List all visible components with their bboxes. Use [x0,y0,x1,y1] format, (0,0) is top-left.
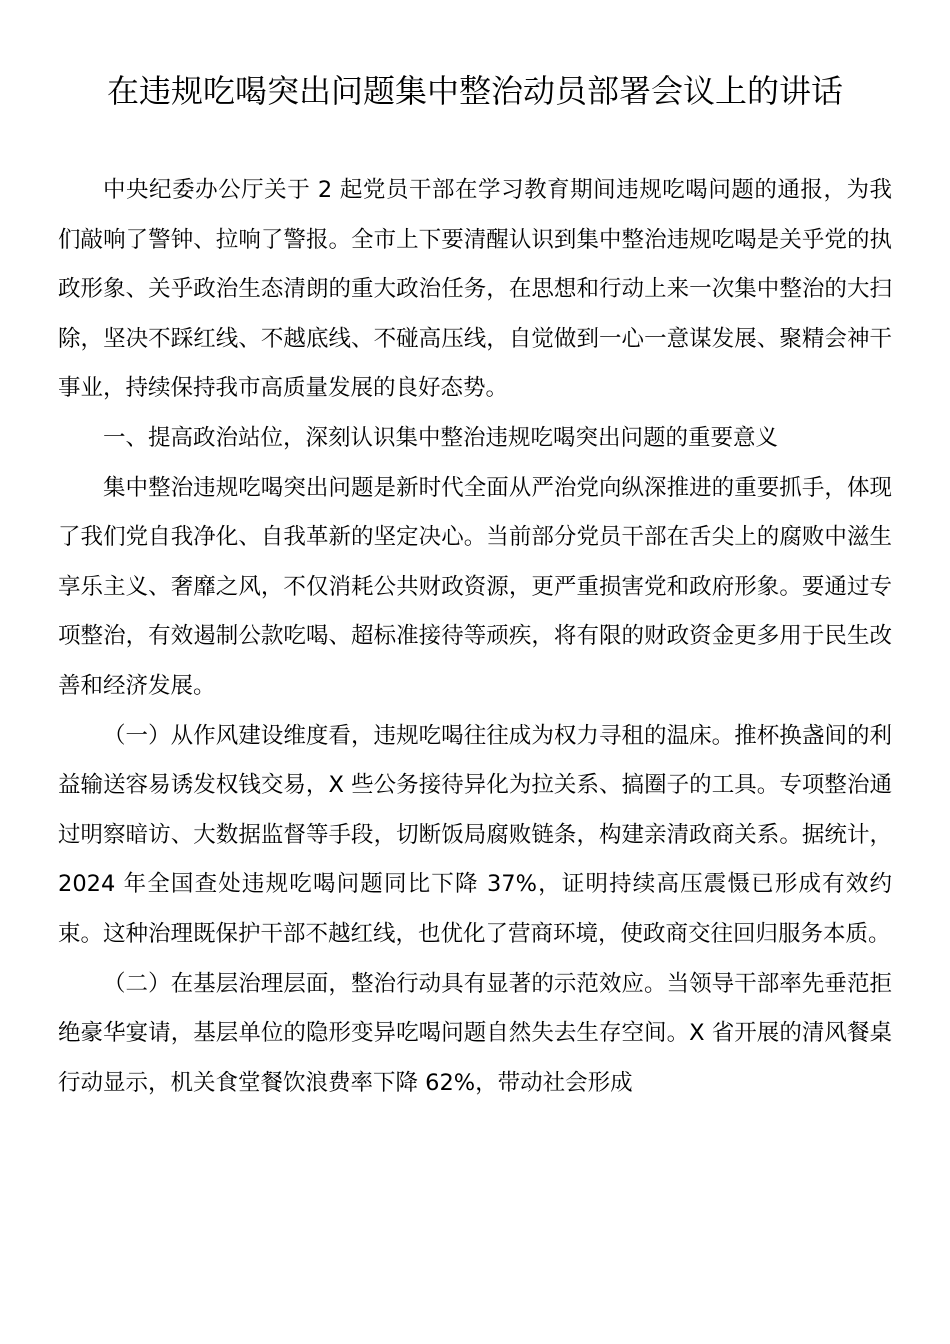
document-title: 在违规吃喝突出问题集中整治动员部署会议上的讲话 [106,72,843,110]
intro-paragraph: 中央纪委办公厅关于 2 起党员干部在学习教育期间违规吃喝问题的通报，为我们敲响了警钟、拉响了警报。全市上下要清醒认识到集中整治违规吃喝是关乎党的执政形象、关乎政治生态清朗的重大政治任务，在思想和行动上来一次集中整治的大扫除，坚决不踩红线、不越底线、不碰高压线，自觉做到一心一意谋发展、聚精会神干事业，持续保持我市高质量发展的良好态势。 [58,177,892,402]
section-1-paragraph: 集中整治违规吃喝突出问题是新时代全面从严治党向纵深推进的重要抓手，体现了我们党自我净化、自我革新的坚定决心。当前部分党员干部在舌尖上的腐败中滋生享乐主义、奢靡之风，不仅消耗公共财政资源，更严重损害党和政府形象。要通过专项整治，有效遏制公款吃喝、超标准接待等顽疾，将有限的财政资金更多用于民生改善和经济发展。 [58,474,892,699]
subsection-2-paragraph: （二）在基层治理层面，整治行动具有显著的示范效应。当领导干部率先垂范拒绝豪华宴请，基层单位的隐形变异吃喝问题自然失去生存空间。X 省开展的清风餐桌行动显示，机关食堂餐饮浪费率下降 62%，带动社会形成 [58,970,892,1096]
document-body [58,166,892,1108]
subsection-1-paragraph: （一）从作风建设维度看，违规吃喝往往成为权力寻租的温床。推杯换盏间的利益输送容易诱发权钱交易，X 些公务接待异化为拉关系、搞圈子的工具。专项整治通过明察暗访、大数据监督等手段，切断饭局腐败链条，构建亲清政商关系。据统计，2024 年全国查处违规吃喝问题同比下降 37%，证明持续高压震慑已形成有效约束。这种治理既保护干部不越红线，也优化了营商环境，使政商交往回归服务本质。 [58,722,892,947]
section-heading-1: 一、提高政治站位，深刻认识集中整治违规吃喝突出问题的重要意义 [103,424,779,451]
